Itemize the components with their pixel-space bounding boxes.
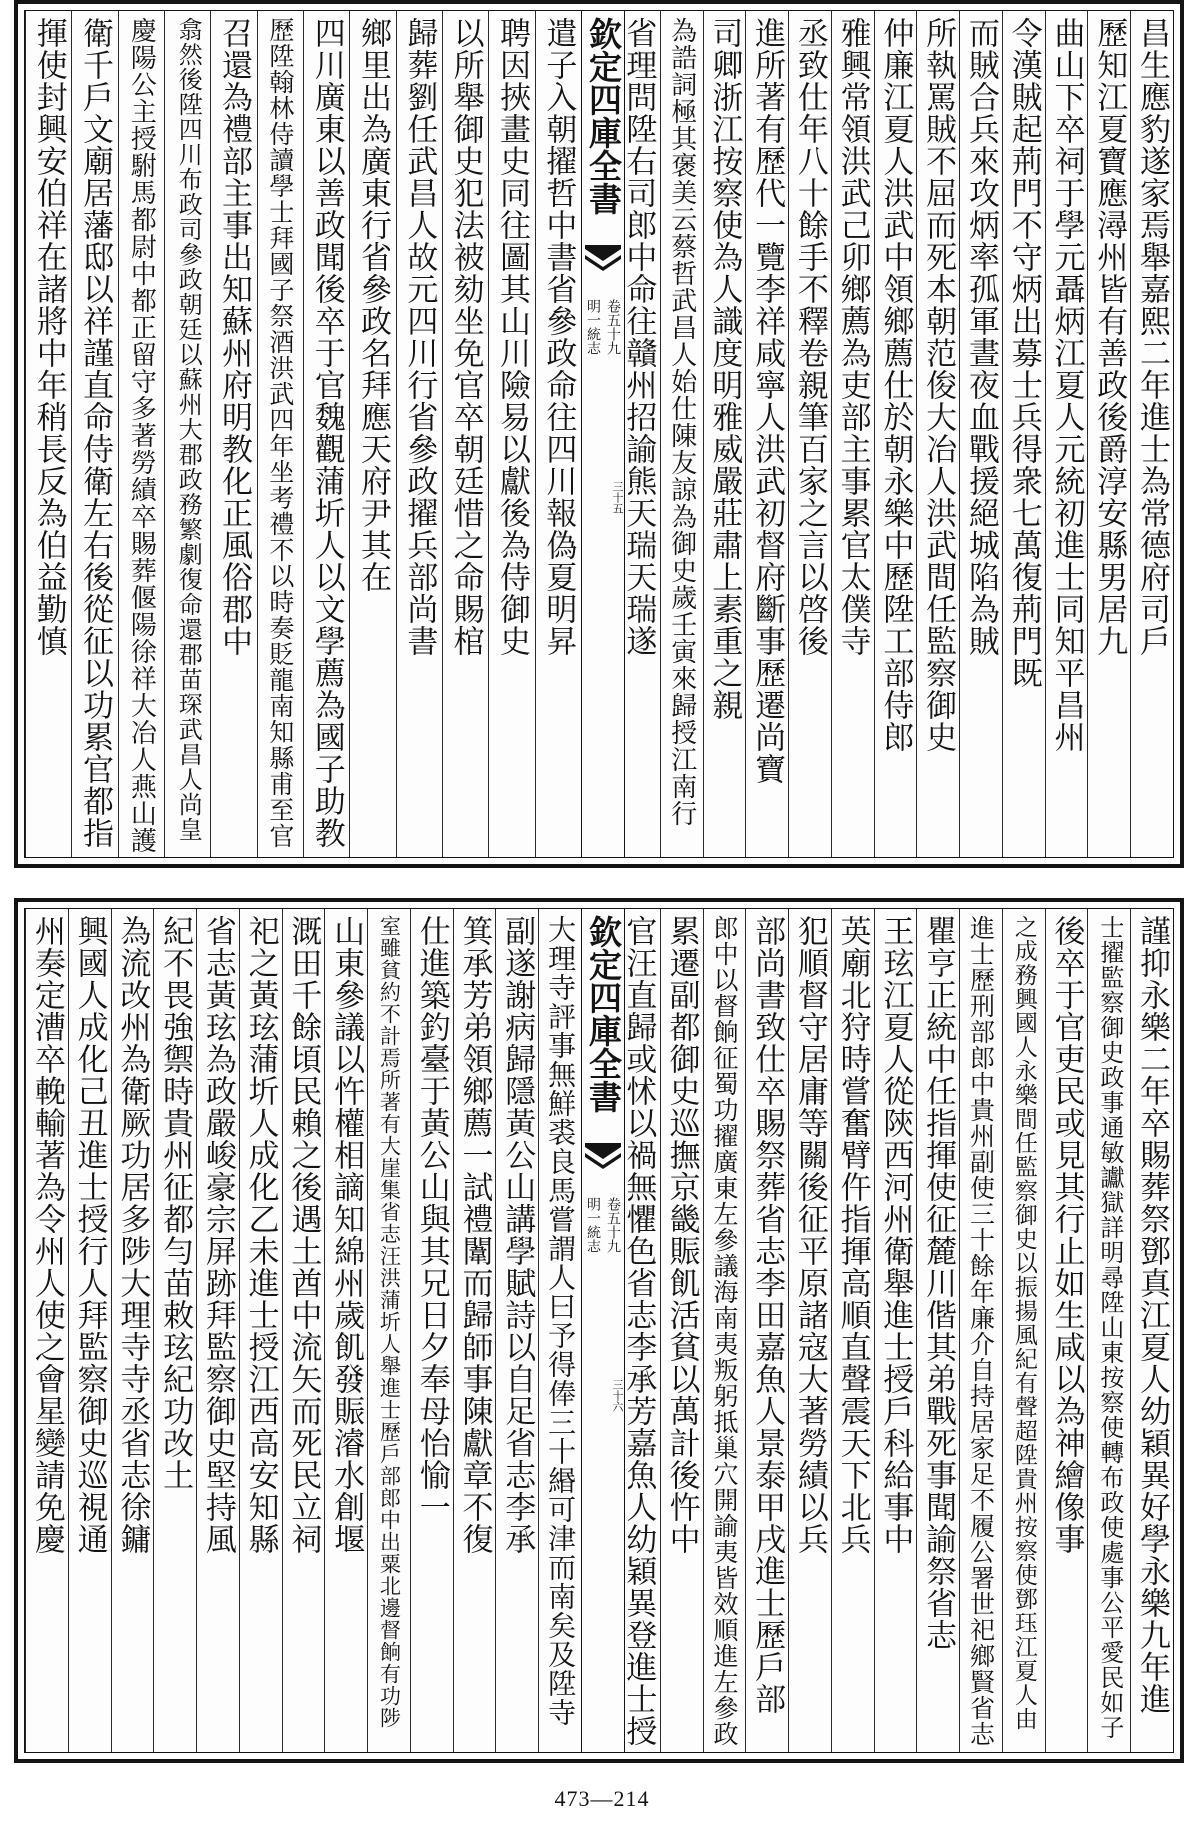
text-column — [959, 909, 1002, 1752]
column-text: 遣子入朝擢哲中書省參政命往四川報偽夏明昇 — [540, 17, 577, 657]
column-text: 士擢監察御史政事通敏讞獄詳明尋陞山東按察使轉布政使處事公平愛民如子 — [1095, 915, 1124, 1740]
book-title: 欽定四庫全書 — [584, 915, 623, 1113]
juan-number: 卷五十九 — [605, 299, 621, 355]
column-text: 省理問陞右司郎中命往贛州招諭熊天瑞天瑞遂 — [620, 17, 657, 657]
column-text: 瞿亨正統中任指揮使征麓川偕其弟戰死事聞諭祭省志 — [920, 915, 957, 1651]
column-text: 溉田千餘頃民賴之後遇土酋中流矢而死民立祠 — [285, 915, 322, 1555]
upper-center-column — [581, 11, 625, 857]
text-column — [959, 11, 1002, 857]
text-column — [410, 909, 453, 1752]
column-text: 而賊合兵來攻炳率孤軍晝夜血戰援絕城陷為賊 — [962, 17, 999, 657]
column-text: 召還為禮部主事出知蘇州府明教化正風俗郡中 — [216, 17, 253, 657]
text-column — [488, 11, 534, 857]
text-column — [118, 11, 164, 857]
column-text: 犯順督守居庸等關後征平原諸寇大著勞績以兵 — [791, 915, 828, 1555]
text-column — [1130, 11, 1173, 857]
lower-page-frame — [24, 908, 1174, 1753]
column-text: 四川廣東以善政聞後卒于官魏觀蒲圻人以文學薦為國子助教 — [308, 17, 345, 849]
book-title: 欽定四庫全書 — [584, 17, 623, 215]
column-text: 為誥詞極其褒美云蔡哲武昌人始仕陳友諒為御史歲壬寅來歸授江南行 — [666, 17, 697, 827]
column-text: 令漢賊起荊門不守炳出募士兵得衆七萬復荊門既 — [1005, 17, 1042, 689]
column-text: 祀之黃玹蒲圻人成化乙未進士授江西高安知縣 — [242, 915, 279, 1555]
column-text: 以所舉御史犯法被劾坐免官卒朝廷惜之命賜棺 — [447, 17, 484, 657]
column-text: 紀不畏強禦時貴州征都勻苗敕玹紀功改土 — [157, 915, 194, 1491]
text-column — [874, 11, 917, 857]
text-column — [239, 909, 282, 1752]
text-column — [442, 11, 488, 857]
column-text: 衛千戶文廟居藩邸以祥謹直命侍衛左右後從征以功累官都指 — [77, 17, 114, 849]
text-column — [453, 909, 496, 1752]
column-text: 副遂謝病歸隱黃公山講學賦詩以自足省志李承 — [499, 915, 536, 1555]
text-column — [535, 11, 581, 857]
fishtail-ornament-icon — [585, 245, 621, 273]
text-column — [111, 909, 154, 1752]
column-text: 後卒于官吏民或見其行止如生咸以為神繪像事 — [1048, 915, 1085, 1555]
text-column — [660, 11, 703, 857]
column-text: 箕承芳弟領鄉薦一試禮闈而歸師事陳獻章不復 — [456, 915, 493, 1555]
column-text: 室雖貧約不計焉所著有大崖集省志汪洪蒲圻人舉進士歷戶部郎中出粟北邊督餉有功陟 — [377, 915, 402, 1729]
column-text: 鄉里出為廣東行省參政名拜應天府尹其在 — [355, 17, 392, 593]
text-column — [257, 11, 303, 857]
column-text: 曲山下卒祠于學元聶炳江夏人元統初進士同知平昌州 — [1048, 17, 1085, 753]
column-text: 仕進築釣臺于黃公山與其兄日夕奉母怡愉一 — [413, 915, 450, 1523]
column-text: 聘因挾畫史同往圖其山川險易以獻後為侍御史 — [494, 17, 530, 657]
text-column — [153, 909, 196, 1752]
column-text: 部尚書致仕卒賜祭葬省志李田嘉魚人景泰甲戌進士歷戶部 — [749, 915, 786, 1715]
column-text: 仲廉江夏人洪武中領鄉薦仕於朝永樂中歷陞工部侍郎 — [877, 17, 914, 753]
leaf-number: 三十六 — [611, 1379, 624, 1412]
upper-page — [14, 0, 1184, 868]
text-column — [25, 909, 68, 1752]
upper-left-half — [25, 11, 581, 857]
lower-left-half — [25, 909, 581, 1752]
column-text: 司卿浙江按察使為人識度明雅威嚴莊肅上素重之親 — [706, 17, 743, 721]
text-column — [703, 11, 746, 857]
text-column — [210, 11, 256, 857]
text-column — [788, 909, 831, 1752]
text-column — [831, 909, 874, 1752]
column-text: 州奏定漕卒輓輸著為令州人使之會星變請免慶 — [28, 915, 65, 1555]
column-text: 謹抑永樂二年卒賜葬祭鄧真江夏人幼穎異好學永樂九年進 — [1134, 915, 1170, 1715]
column-text: 官汪直歸或怵以禍無懼色省志李承芳嘉魚人幼穎異登進士授 — [620, 915, 657, 1747]
column-text: 山東參議以忤權相謫知綿州歲飢發賑濬水創堰 — [328, 915, 365, 1555]
text-column — [703, 909, 746, 1752]
text-column — [68, 909, 111, 1752]
text-column — [1002, 909, 1045, 1752]
text-column — [1087, 11, 1130, 857]
text-column — [745, 11, 788, 857]
text-column — [1087, 909, 1130, 1752]
column-text: 歸葬劉任武昌人故元四川行省參政擢兵部尚書 — [401, 17, 438, 657]
text-column — [1045, 909, 1088, 1752]
column-text: 興國人成化己丑進士授行人拜監察御史巡視通 — [71, 915, 108, 1555]
column-text: 歷陞翰林侍讀學士拜國子祭酒洪武四年坐考禮不以時奏貶龍南知縣甫至官 — [265, 17, 295, 849]
fishtail-ornament-icon — [585, 1143, 621, 1171]
column-text: 省志黃玹為政嚴峻豪宗屏跡拜監察御史堅持風 — [199, 915, 236, 1555]
column-text: 丞致仕年八十餘手不釋卷親筆百家之言以啓後 — [791, 17, 828, 657]
column-text: 所執罵賊不屈而死本朝范俊大冶人洪武間任監察御史 — [920, 17, 957, 753]
text-column — [788, 11, 831, 857]
column-text: 進所著有歷代一覽李祥咸寧人洪武初督府斷事歷遷尚寶 — [749, 17, 786, 785]
text-column — [1045, 11, 1088, 857]
column-text: 累遷副都御史巡撫京畿賑飢活貧以萬計後忤中 — [663, 915, 700, 1555]
column-text: 翕然後陞四川布政司參政朝廷以蘇州大郡政務繁劇復命還郡苗琛武昌人尚皇 — [174, 17, 203, 842]
text-column — [303, 11, 349, 857]
upper-right-half — [617, 11, 1173, 857]
text-column — [324, 909, 367, 1752]
text-column — [349, 11, 395, 857]
column-text: 慶陽公主授駙馬都尉中都正留守多著勞績卒賜葬偃陽徐祥大冶人燕山護 — [126, 17, 157, 854]
leaf-number: 三十五 — [611, 481, 624, 514]
text-column — [660, 909, 703, 1752]
text-column — [164, 11, 210, 857]
text-column — [538, 909, 581, 1752]
text-column — [495, 909, 538, 1752]
text-column — [196, 909, 239, 1752]
upper-page-frame — [24, 10, 1174, 858]
column-text: 郎中以督餉征蜀功擢廣東左參議海南夷叛躬抵巢穴開諭夷皆效順進左參政 — [709, 915, 739, 1747]
text-column — [396, 11, 442, 857]
lower-center-column — [581, 909, 625, 1752]
lower-page — [14, 898, 1184, 1763]
column-text: 大理寺評事無鮮裘良馬嘗謂人曰予得俸三十緡可津而南矣及陞寺 — [544, 915, 578, 1727]
column-text: 揮使封興安伯祥在諸將中年稍長反為伯益勤慎 — [30, 17, 67, 657]
text-column — [1002, 11, 1045, 857]
page-footer-number: 473—214 — [554, 1786, 650, 1811]
text-column — [71, 11, 117, 857]
column-text: 進士歷刑部郎中貴州副使三十餘年廉介自持居家足不履公署世祀鄉賢省志 — [966, 915, 996, 1747]
text-column — [25, 11, 71, 857]
column-text: 昌生應豹遂家焉舉嘉熙二年進士為常德府司戶 — [1134, 17, 1170, 657]
column-text: 為流改州為衛厥功居多陟大理寺寺丞省志徐鏞 — [114, 915, 151, 1555]
text-column — [916, 909, 959, 1752]
text-column — [367, 909, 410, 1752]
column-text: 歷知江夏寶應潯州皆有善政後爵淳安縣男居九 — [1091, 17, 1128, 657]
column-text: 英廟北狩時嘗奮臂仵指揮高順直聲震天下北兵 — [834, 915, 871, 1555]
text-column — [282, 909, 325, 1752]
column-text: 王玹江夏人從陝西河州衛舉進士授戶科給事中 — [877, 915, 914, 1555]
text-column — [874, 909, 917, 1752]
text-column — [1130, 909, 1173, 1752]
text-column — [916, 11, 959, 857]
juan-number: 卷五十九 — [605, 1197, 621, 1253]
book-subtitle: 明一統志 — [585, 299, 601, 355]
book-subtitle: 明一統志 — [585, 1197, 601, 1253]
column-text: 雅興常領洪武己卯鄉薦為吏部主事累官太僕寺 — [834, 17, 871, 657]
text-column — [745, 909, 788, 1752]
column-text: 之成務興國人永樂間任監察御史以振揚風紀有聲超陞貴州按察使鄧珏江夏人由 — [1010, 915, 1037, 1731]
lower-right-half — [617, 909, 1173, 1752]
text-column — [831, 11, 874, 857]
